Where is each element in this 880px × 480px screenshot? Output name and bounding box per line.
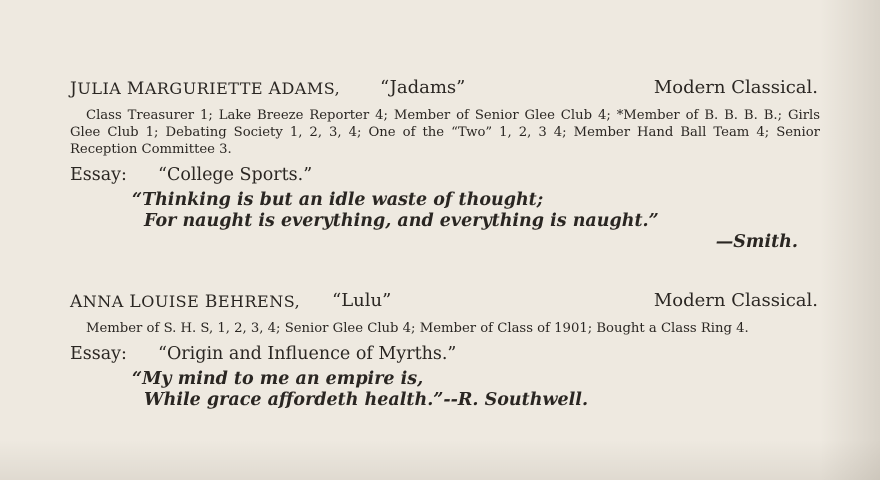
course-of-study: Modern Classical.	[653, 77, 818, 98]
student-name: ANNA LOUISE BEHRENS,	[70, 292, 301, 312]
student-name: JULIA MARGURIETTE ADAMS,	[70, 79, 341, 99]
student-entry-behrens	[70, 290, 820, 411]
essay-title: “College Sports.”	[158, 165, 313, 185]
student-entry-adams	[70, 77, 820, 253]
essay-title: “Origin and Influence of Myrths.”	[158, 344, 457, 364]
page-shadow-bottom	[0, 440, 880, 480]
entry-heading	[70, 77, 820, 101]
quote-line-2: While grace affordeth health.”--R. Southwell.	[144, 390, 589, 410]
student-nickname: “Lulu”	[332, 290, 392, 311]
quote-line-2: For naught is everything, and everything is naught.”	[144, 211, 659, 231]
activities-record: Member of S. H. S, 1, 2, 3, 4; Senior Glee Club 4; Member of Class of 1901; Bought a Class Ring 4.	[86, 321, 749, 336]
activities-record: Class Treasurer 1; Lake Breeze Reporter 4; Member of Senior Glee Club 4; *Member of B. B. B. B.; Girls Glee Club 1; Debating Society 1, 2, 3, 4; One of the “Two” 1, 2, 3 4; Member Hand Ball Team 4; Senior Reception Committee 3.	[70, 108, 820, 157]
entry-heading	[70, 290, 820, 314]
quotation	[132, 190, 820, 232]
page-shadow-right	[820, 0, 880, 480]
quote-line-1: “Thinking is but an idle waste of thought;	[132, 190, 544, 210]
quotation	[132, 369, 820, 411]
course-of-study: Modern Classical.	[653, 290, 818, 311]
essay-line	[70, 344, 820, 364]
essay-label: Essay:	[70, 344, 127, 364]
quote-line-1: “My mind to me an empire is,	[132, 369, 424, 389]
student-nickname: “Jadams”	[380, 77, 466, 98]
quote-author: —Smith.	[715, 232, 798, 252]
essay-label: Essay:	[70, 165, 127, 185]
essay-line	[70, 165, 820, 185]
